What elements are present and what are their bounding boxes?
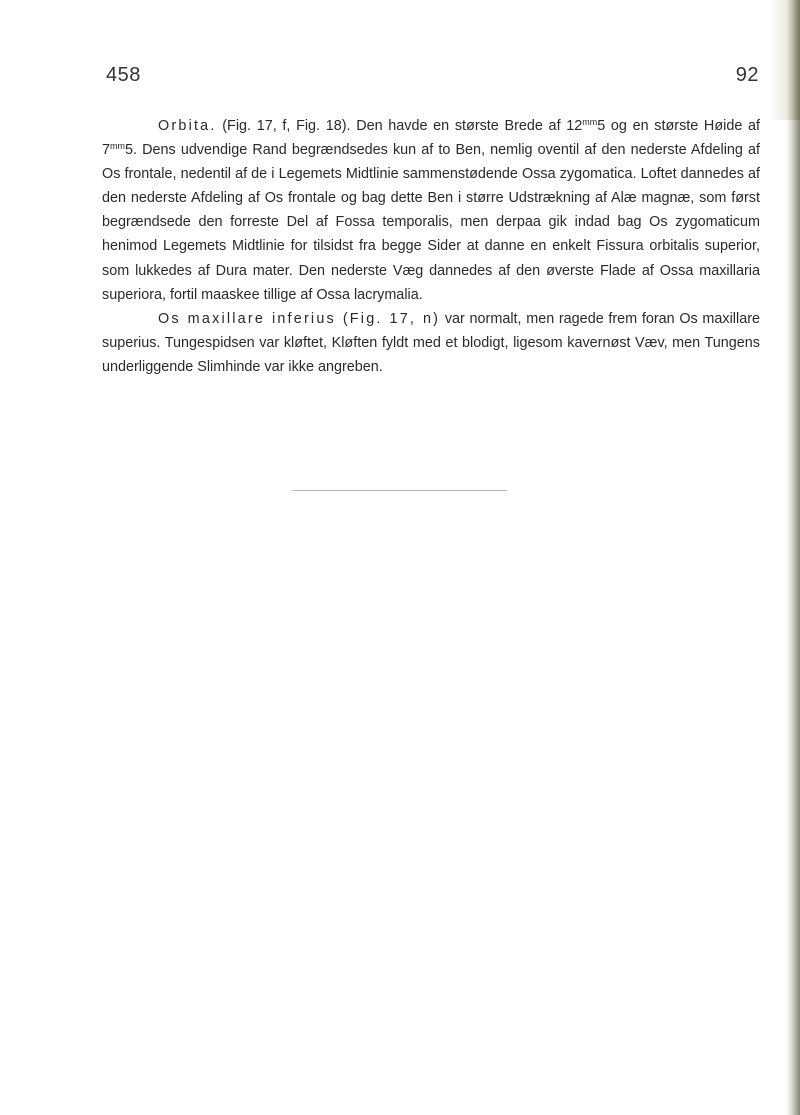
unit-mm-2: mm	[110, 141, 126, 152]
maxillare-text: var normalt, men ragede frem foran Os maxillare superius. Tungespidsen var kløftet, Kløften fyldt med et blodigt, ligesom kavernøst Væv, men Tungens underliggende Slimhinde var ikke angreben.	[102, 310, 760, 375]
orbita-text-2: 5 og en største Høide af 7	[102, 118, 760, 159]
section-divider	[292, 490, 507, 491]
unit-mm-1: mm	[582, 117, 598, 127]
body-text	[102, 114, 760, 379]
term-os-maxillare: Os maxillare inferius (Fig. 17, n)	[158, 310, 441, 327]
paragraph-orbita	[102, 114, 760, 307]
page-number-left: 458	[106, 64, 141, 86]
orbita-text-3: 5. Dens udvendige Rand begrændsedes kun af to Ben, nemlig oventil af den nederste Afdeling af Os frontale, nedentil af de i Legemets Midtlinie sammenstødende Ossa zygomatica. Loftet dannedes af den nederste Afdeling af Os frontale og bag dette Ben i større Udstrækning af Alæ magnæ, som først begrændsede den forreste Del af Fossa temporalis, men derpaa gik indad bag Os zygomaticum henimod Legemets Midtlinie for tilsidst fra begge Sider at danne en enkelt Fissura orbitalis superior, som lukkedes af Dura mater. Den nederste Væg dannedes af den øverste Flade af Ossa maxillaria superiora, fortil maaskee tillige af Ossa lacrymalia.	[102, 142, 760, 303]
page-edge-shadow	[786, 0, 800, 1115]
paragraph-maxillare	[102, 307, 760, 379]
page-number-right: 92	[735, 64, 759, 86]
term-orbita: Orbita.	[158, 118, 217, 134]
orbita-text-1: (Fig. 17, f, Fig. 18). Den havde en største Brede af 12	[216, 118, 583, 134]
